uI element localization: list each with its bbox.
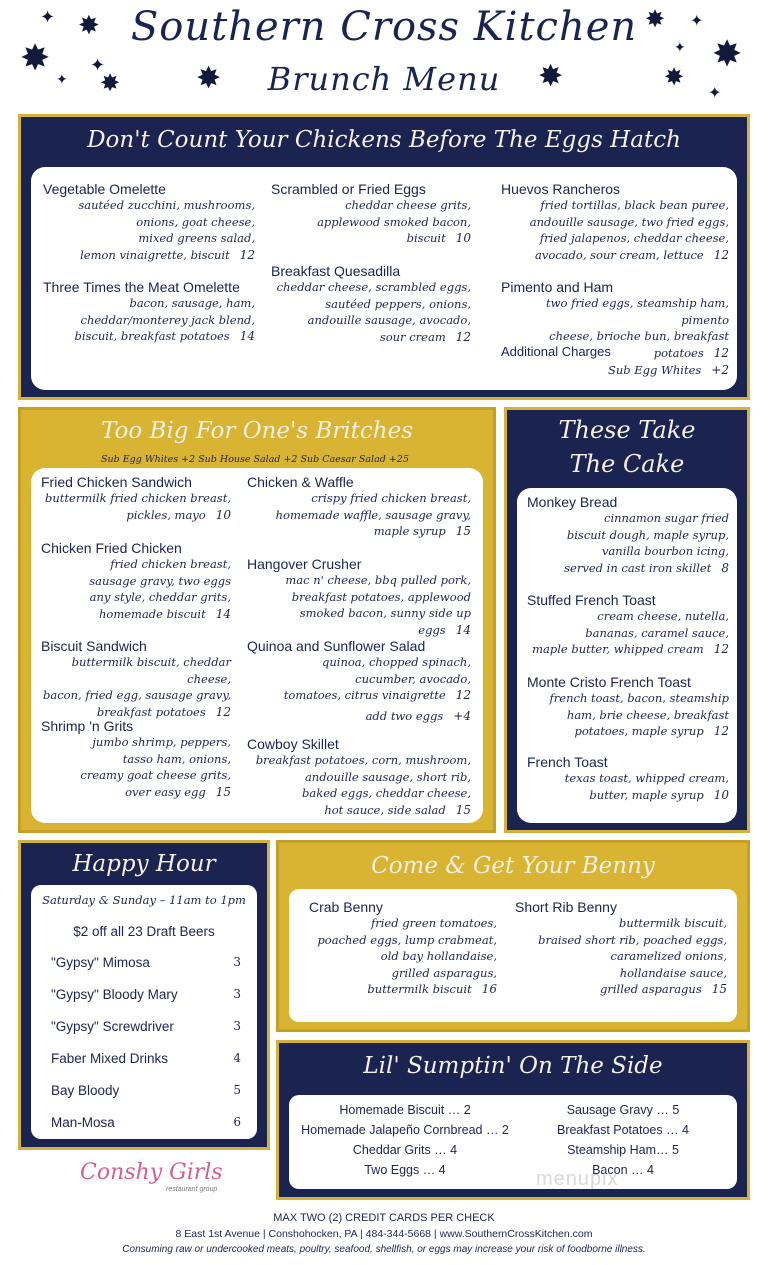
description-text: maple butter, whipped cream	[532, 642, 704, 656]
description-text: mixed greens salad,	[138, 231, 255, 245]
description-line	[247, 572, 471, 589]
menu-item-description	[271, 279, 471, 345]
menu-item-price: 16	[481, 982, 497, 996]
menu-item-name: Fried Chicken Sandwich	[41, 474, 192, 490]
menu-item-description	[527, 690, 729, 740]
side-item: Homemade Jalapeño Cornbread … 2	[301, 1123, 509, 1137]
description-line	[515, 981, 727, 998]
description-line	[501, 197, 729, 214]
menu-item-price: 12	[455, 329, 471, 344]
description-line	[309, 915, 497, 932]
cake-menu-card	[517, 488, 737, 823]
menu-item-description	[247, 572, 471, 638]
star-icon: ✸	[664, 64, 685, 91]
happy-hour-item-price: 3	[233, 955, 241, 969]
description-text: buttermilk biscuit, cheddar cheese,	[71, 655, 231, 686]
menu-item-name: Shrimp 'n Grits	[41, 718, 134, 734]
menu-item-price: 10	[215, 507, 231, 522]
menu-item-name: Breakfast Quesadilla	[271, 263, 401, 279]
sides-section	[276, 1040, 750, 1200]
britches-heading: Too Big For One's Britches	[100, 418, 414, 444]
add-two-eggs-label: add two eggs	[365, 709, 444, 723]
description-text: fried chicken breast,	[110, 557, 231, 571]
description-line	[309, 948, 497, 965]
description-text: smoked bacon, sunny side up eggs	[299, 606, 471, 637]
side-item: Bacon … 4	[592, 1163, 654, 1177]
description-line	[271, 279, 471, 296]
star-icon: ✦	[90, 55, 106, 75]
description-text: sour cream	[379, 329, 446, 344]
description-text: applewood smoked bacon,	[317, 214, 471, 229]
logo-tagline: restaurant group	[166, 1186, 218, 1193]
description-text: cheddar cheese grits,	[345, 198, 471, 212]
menu-item-name: Chicken & Waffle	[247, 474, 354, 490]
happy-hour-item	[51, 1051, 241, 1066]
description-line	[271, 296, 471, 313]
add-two-eggs-price: +4	[453, 709, 471, 723]
eggs-section	[18, 114, 750, 400]
side-item: Breakfast Potatoes … 4	[556, 1123, 689, 1137]
description-line	[271, 214, 471, 231]
menu-item-name: Pimento and Ham	[501, 279, 614, 295]
description-text: lemon vinaigrette, biscuit	[80, 247, 230, 262]
menu-item-name: Crab Benny	[309, 899, 383, 915]
description-text: biscuit dough, maple syrup,	[566, 527, 729, 542]
description-text: breakfast potatoes, corn, mushroom,	[255, 753, 471, 767]
menu-item	[309, 899, 497, 998]
menu-item-name: Cowboy Skillet	[247, 736, 339, 752]
happy-hour-item	[51, 1083, 241, 1098]
happy-hour-item-name: Man-Mosa	[51, 1115, 115, 1130]
description-text: onions, goat cheese,	[136, 214, 255, 229]
footer-address: 8 East 1st Avenue | Conshohocken, PA | 484-344-5668 | www.SouthernCrossKitchen.com	[175, 1228, 593, 1240]
description-line	[247, 769, 471, 786]
menu-item	[515, 899, 727, 998]
description-text: tasso ham, onions,	[122, 751, 231, 766]
menu-item-description	[41, 734, 231, 800]
description-line	[515, 965, 727, 982]
happy-hour-item-price: 5	[233, 1083, 241, 1097]
footer-credit-card-note: MAX TWO (2) CREDIT CARDS PER CHECK	[273, 1212, 495, 1224]
happy-hour-heading: Happy Hour	[72, 851, 216, 877]
benny-section	[276, 840, 750, 1032]
description-text: buttermilk biscuit	[367, 982, 472, 996]
happy-hour-item	[51, 955, 241, 970]
menu-item	[43, 279, 255, 345]
description-line	[41, 606, 231, 623]
description-text: over easy egg	[125, 784, 206, 799]
menu-item-price: 15	[455, 524, 471, 538]
menu-item-name: Stuffed French Toast	[527, 592, 656, 608]
description-text: biscuit	[406, 231, 446, 245]
menu-item	[41, 540, 231, 622]
description-line	[271, 329, 471, 346]
description-text: sautéed zucchini, mushrooms,	[78, 198, 255, 212]
description-text: cream cheese, nutella,	[597, 609, 729, 623]
description-text: buttermilk fried chicken breast,	[45, 491, 231, 505]
description-text: mac n' cheese, bbq pulled pork,	[285, 573, 471, 587]
sides-heading: Lil' Sumptin' On The Side	[363, 1053, 663, 1079]
description-text: braised short rib, poached eggs,	[538, 932, 727, 947]
watermark: menupix	[536, 1168, 619, 1190]
description-line	[41, 589, 231, 606]
menu-item	[501, 181, 729, 263]
description-line	[247, 490, 471, 507]
menu-item-price: 14	[455, 622, 471, 637]
description-line	[515, 915, 727, 932]
add-two-eggs-line	[261, 708, 471, 725]
description-line	[43, 230, 255, 247]
star-icon: ✸	[78, 10, 100, 40]
britches-section	[18, 407, 496, 833]
description-text: maple syrup	[373, 524, 446, 538]
happy-hour-item-name: "Gypsy" Bloody Mary	[51, 987, 178, 1002]
menu-item	[527, 674, 729, 740]
additional-charges-line	[501, 362, 729, 379]
menu-item-price: 12	[713, 345, 729, 360]
star-icon: ✦	[708, 85, 722, 102]
description-line	[527, 723, 729, 740]
description-text: french toast, bacon, steamship	[549, 691, 729, 705]
side-item: Cheddar Grits … 4	[352, 1143, 458, 1157]
menu-item	[271, 263, 471, 345]
description-line	[515, 932, 727, 949]
description-line	[41, 654, 231, 687]
menu-item-price: 10	[713, 787, 729, 802]
description-line	[247, 687, 471, 704]
description-line	[527, 625, 729, 642]
menu-item	[527, 754, 729, 803]
sub-egg-whites-label: Sub Egg Whites	[607, 363, 702, 377]
description-text: old bay hollandaise,	[380, 949, 497, 963]
star-icon: ✦	[40, 7, 56, 27]
description-line	[247, 654, 471, 671]
happy-hour-section	[18, 840, 270, 1150]
description-text: andouille sausage, avocado,	[307, 313, 471, 327]
side-item: Steamship Ham… 5	[567, 1143, 679, 1157]
description-text: cheddar/monterey jack blend,	[80, 312, 255, 327]
happy-hour-item-name: Faber Mixed Drinks	[51, 1051, 169, 1066]
menu-item	[527, 592, 729, 658]
description-line	[309, 981, 497, 998]
description-line	[43, 328, 255, 345]
description-text: tomatoes, citrus vinaigrette	[283, 688, 446, 702]
description-text: creamy goat cheese grits,	[80, 768, 231, 782]
description-line	[271, 312, 471, 329]
description-text: served in cast iron skillet	[564, 560, 712, 575]
menu-item-name: Vegetable Omelette	[43, 181, 166, 197]
star-icon: ✸	[645, 6, 666, 33]
menu-item-description	[515, 915, 727, 998]
menu-item-name: Three Times the Meat Omelette	[43, 279, 240, 295]
happy-hour-item	[51, 1115, 241, 1130]
happy-hour-item	[51, 1019, 241, 1034]
description-line	[43, 247, 255, 264]
menu-item-description	[247, 752, 471, 818]
star-icon: ✸	[712, 33, 743, 74]
cake-section	[504, 407, 750, 833]
star-icon: ✦	[56, 71, 68, 87]
description-text: breakfast potatoes, applewood	[291, 589, 471, 604]
menu-subtitle: Brunch Menu	[267, 60, 501, 98]
menu-item-price: 15	[215, 784, 231, 799]
description-text: hollandaise sauce,	[619, 965, 727, 980]
description-text: avocado, sour cream, lettuce	[534, 247, 704, 262]
description-text: buttermilk biscuit,	[619, 916, 727, 930]
happy-hour-item-name: "Gypsy" Screwdriver	[51, 1019, 174, 1034]
description-text: potatoes, maple syrup	[574, 724, 704, 738]
star-icon: ✸	[100, 70, 121, 97]
description-text: biscuit, breakfast potatoes	[74, 329, 230, 343]
description-text: breakfast potatoes	[96, 704, 206, 719]
description-line	[527, 560, 729, 577]
eggs-menu-card	[31, 167, 737, 390]
description-line	[247, 785, 471, 802]
menu-item-description	[41, 556, 231, 622]
description-line	[309, 965, 497, 982]
description-line	[271, 197, 471, 214]
description-line	[527, 690, 729, 707]
cake-heading-line1: These Take	[558, 416, 696, 444]
menu-item-price: 14	[239, 329, 255, 343]
menu-item-price: 15	[711, 982, 727, 996]
happy-hour-item-price: 3	[233, 987, 241, 1001]
happy-hour-item-price: 6	[233, 1115, 241, 1129]
description-line	[247, 507, 471, 524]
menu-item-description	[527, 608, 729, 658]
happy-hour-special: $2 off all 23 Draft Beers	[73, 924, 215, 939]
description-text: bacon, sausage, ham,	[129, 296, 255, 310]
menu-item-price: 8	[721, 560, 729, 575]
menu-item	[43, 181, 255, 263]
description-line	[41, 687, 231, 704]
description-text: quinoa, chopped spinach,	[322, 655, 471, 669]
description-text: any style, cheddar grits,	[89, 590, 231, 604]
description-line	[43, 295, 255, 312]
description-line	[527, 787, 729, 804]
happy-hour-times: Saturday & Sunday – 11am to 1pm	[42, 893, 246, 907]
description-text: grilled asparagus,	[391, 965, 497, 980]
menu-item-name: Monte Cristo French Toast	[527, 674, 691, 690]
description-line	[501, 230, 729, 247]
menu-item	[247, 474, 471, 540]
eggs-heading: Don't Count Your Chickens Before The Eggs Hatch	[87, 127, 681, 153]
description-text: sausage gravy, two eggs	[89, 573, 231, 588]
description-text: bacon, fried egg, sausage gravy,	[43, 688, 231, 702]
description-line	[41, 490, 231, 507]
happy-hour-item-name: "Gypsy" Mimosa	[51, 955, 150, 970]
description-line	[527, 608, 729, 625]
description-text: sautéed peppers, onions,	[325, 296, 471, 311]
menu-item-description	[271, 197, 471, 247]
menu-item	[41, 474, 231, 523]
description-text: homemade biscuit	[99, 606, 206, 621]
description-line	[527, 707, 729, 724]
conshy-girls-logo: Conshy Girls	[80, 1160, 223, 1185]
menu-item	[271, 181, 471, 247]
menu-item-name: Hangover Crusher	[247, 556, 362, 572]
britches-menu-card	[31, 468, 483, 823]
cake-heading-line2: The Cake	[569, 450, 685, 478]
description-text: cucumber, avocado,	[355, 671, 471, 686]
star-icon: ✦	[690, 13, 704, 30]
description-line	[41, 751, 231, 768]
description-text: vanilla bourbon icing,	[601, 544, 729, 558]
description-text: cheddar cheese, scrambled eggs,	[276, 280, 471, 294]
description-text: jumbo shrimp, peppers,	[92, 735, 231, 749]
menu-item-price: 12	[713, 724, 729, 738]
description-line	[43, 312, 255, 329]
benny-heading: Come & Get Your Benny	[371, 853, 655, 879]
additional-charges-title: Additional Charges	[501, 344, 611, 359]
menu-item-description	[43, 295, 255, 345]
menu-item-name: Scrambled or Fried Eggs	[271, 181, 426, 197]
description-text: crispy fried chicken breast,	[311, 491, 471, 505]
side-item: Two Eggs … 4	[364, 1163, 446, 1177]
menu-item-price: 12	[239, 247, 255, 262]
menu-item	[41, 718, 231, 800]
description-text: hot sauce, side salad	[324, 802, 446, 817]
description-text: homemade waffle, sausage gravy,	[275, 507, 471, 522]
happy-hour-item-name: Bay Bloody	[51, 1083, 120, 1098]
happy-hour-item	[51, 987, 241, 1002]
description-line	[271, 230, 471, 247]
description-line	[309, 932, 497, 949]
description-line	[527, 641, 729, 658]
menu-item-description	[527, 770, 729, 803]
menu-item	[247, 638, 471, 704]
description-text: andouille sausage, two fried eggs,	[529, 214, 729, 229]
description-text: fried green tomatoes,	[370, 916, 497, 930]
menu-item-description	[527, 510, 729, 576]
menu-item-price: 12	[713, 642, 729, 656]
description-line	[247, 605, 471, 638]
description-text: butter, maple syrup	[589, 787, 704, 802]
description-line	[43, 197, 255, 214]
description-line	[41, 767, 231, 784]
happy-hour-item-price: 3	[233, 1019, 241, 1033]
sides-card	[289, 1095, 737, 1189]
menu-item-price: 10	[455, 231, 471, 245]
sub-egg-whites-price: +2	[711, 363, 729, 377]
britches-sub-note: Sub Egg Whites +2 Sub House Salad +2 Sub Caesar Salad +25	[101, 454, 409, 465]
description-text: caramelized onions,	[610, 949, 727, 963]
description-line	[501, 247, 729, 264]
menu-item-price: 12	[455, 688, 471, 702]
description-text: fried jalapenos, cheddar cheese,	[539, 231, 729, 245]
description-line	[43, 214, 255, 231]
description-text: texas toast, whipped cream,	[564, 771, 729, 785]
menu-item	[527, 494, 729, 576]
menu-item-description	[43, 197, 255, 263]
description-line	[247, 589, 471, 606]
description-line	[527, 527, 729, 544]
description-line	[501, 295, 729, 328]
description-line	[41, 573, 231, 590]
star-icon: ✦	[674, 39, 686, 55]
menu-item-description	[247, 654, 471, 704]
menu-item-description	[41, 654, 231, 720]
description-line	[41, 784, 231, 801]
menu-item-price: 15	[455, 802, 471, 817]
menu-item-price: 12	[713, 247, 729, 262]
description-line	[515, 948, 727, 965]
menu-item	[41, 638, 231, 720]
description-line	[247, 802, 471, 819]
description-line	[527, 510, 729, 527]
menu-item-price: 14	[215, 606, 231, 621]
description-text: ham, brie cheese, breakfast	[566, 707, 729, 722]
side-item: Sausage Gravy … 5	[566, 1103, 680, 1117]
footer-food-warning: Consuming raw or undercooked meats, poultry, seafood, shellfish, or eggs may increase your risk of foodborne illness.	[122, 1244, 646, 1255]
menu-item-name: Short Rib Benny	[515, 899, 617, 915]
menu-item-description	[247, 490, 471, 540]
description-line	[247, 752, 471, 769]
menu-item-name: Chicken Fried Chicken	[41, 540, 182, 556]
star-icon: ✸	[538, 60, 564, 93]
description-text: grilled asparagus	[600, 982, 702, 996]
description-text: cheese, brioche bun, breakfast potatoes	[549, 329, 729, 360]
star-icon: ✸	[20, 37, 51, 78]
menu-item-description	[501, 197, 729, 263]
happy-hour-item-price: 4	[233, 1051, 241, 1065]
description-line	[247, 523, 471, 540]
menu-item	[247, 556, 471, 638]
description-text: cinnamon sugar fried	[604, 511, 729, 525]
description-text: andouille sausage, short rib,	[304, 769, 471, 784]
menu-item-name: Monkey Bread	[527, 494, 618, 510]
description-line	[41, 734, 231, 751]
description-text: poached eggs, lump crabmeat,	[317, 932, 497, 947]
star-icon: ✸	[196, 62, 222, 95]
description-line	[41, 507, 231, 524]
description-text: two fried eggs, steamship ham, pimento	[546, 296, 729, 327]
side-item: Homemade Biscuit … 2	[339, 1103, 471, 1117]
happy-hour-card	[31, 885, 257, 1139]
menu-item-name: Quinoa and Sunflower Salad	[247, 638, 426, 654]
description-line	[247, 671, 471, 688]
menu-item-description	[309, 915, 497, 998]
menu-item-price: 12	[215, 704, 231, 719]
menu-item-name: Biscuit Sandwich	[41, 638, 147, 654]
menu-item-name: French Toast	[527, 754, 608, 770]
restaurant-title: Southern Cross Kitchen	[130, 4, 638, 50]
description-text: fried tortillas, black bean puree,	[540, 198, 729, 212]
menu-item-name: Huevos Rancheros	[501, 181, 621, 197]
description-line	[41, 556, 231, 573]
menu-item-description	[41, 490, 231, 523]
description-line	[527, 770, 729, 787]
description-line	[501, 214, 729, 231]
description-text: baked eggs, cheddar cheese,	[302, 786, 471, 800]
menu-item	[247, 736, 471, 818]
description-line	[527, 543, 729, 560]
benny-menu-card	[289, 889, 737, 1022]
description-text: bananas, caramel sauce,	[585, 625, 729, 640]
description-text: pickles, mayo	[126, 507, 206, 522]
